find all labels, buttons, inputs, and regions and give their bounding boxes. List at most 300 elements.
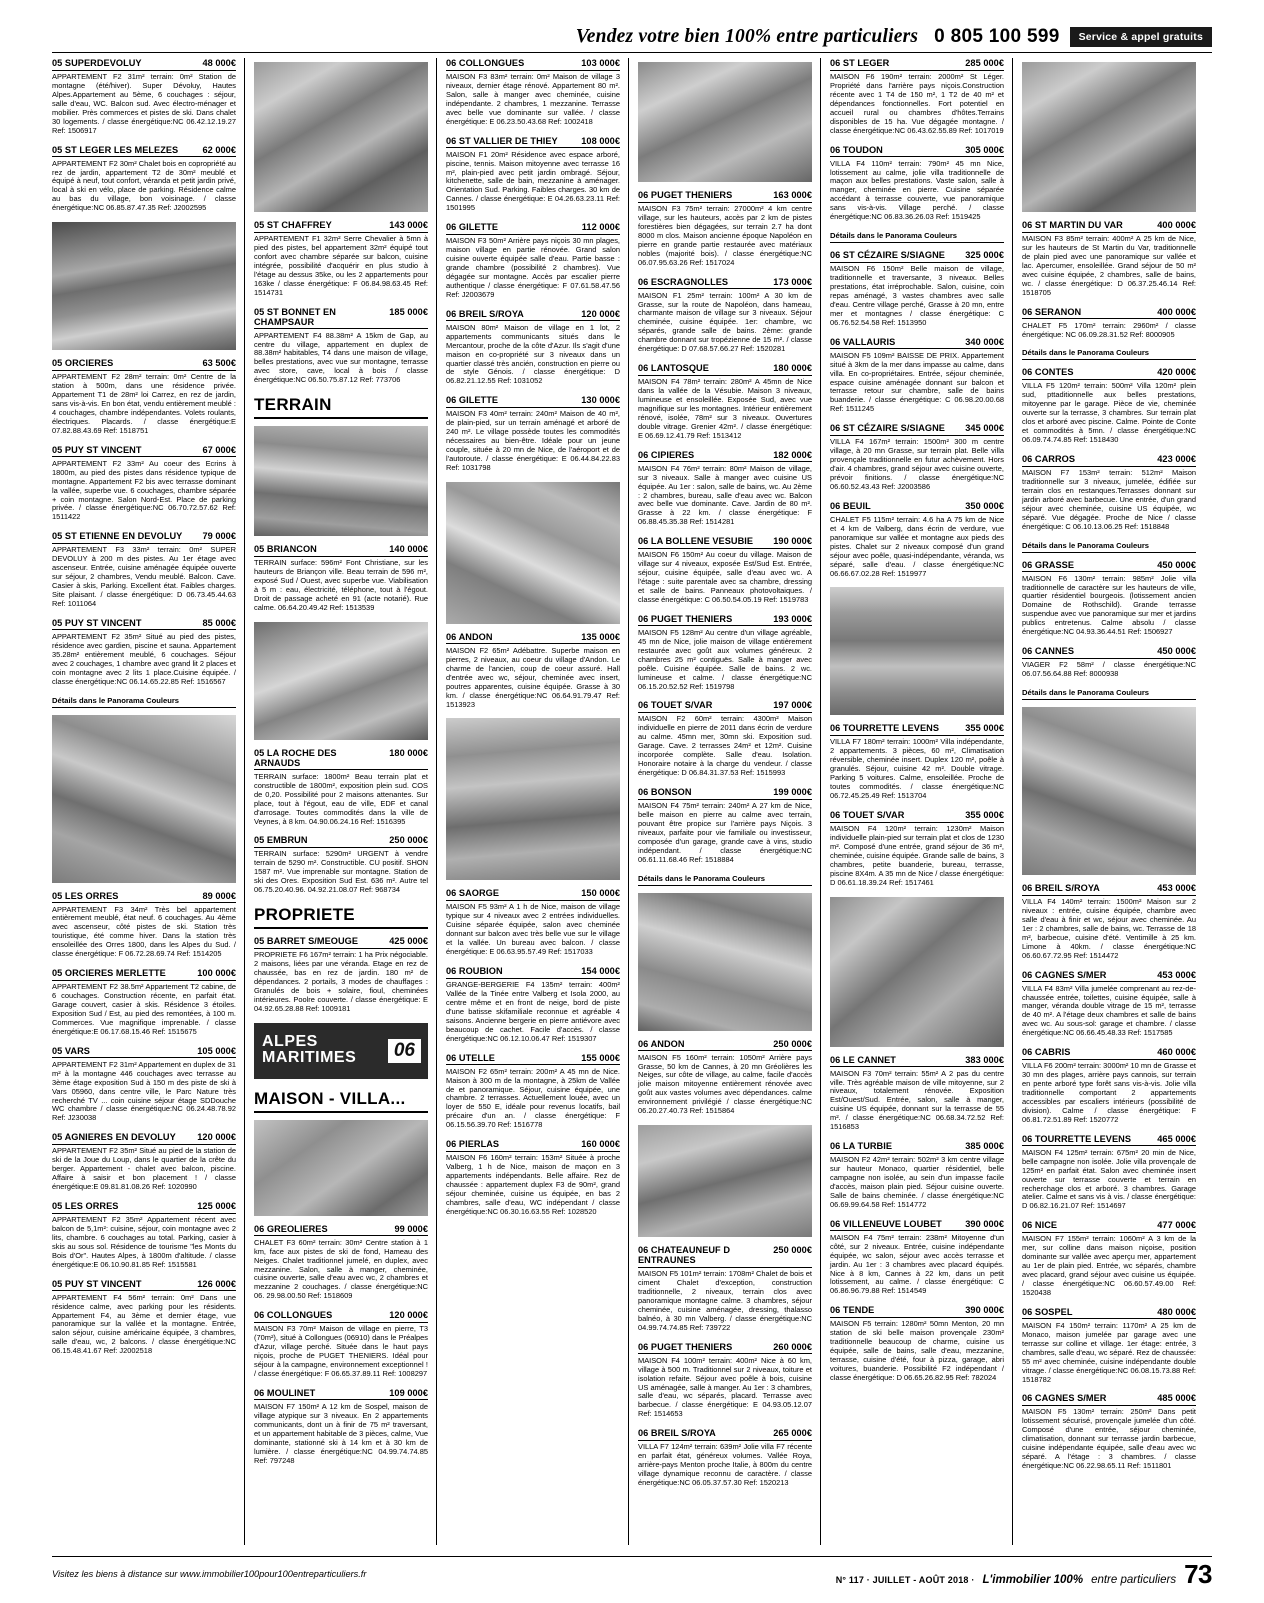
ad-price: 250 000€ [773, 1245, 812, 1256]
ad-price: 180 000€ [773, 363, 812, 374]
ad-location: 05 ST ETIENNE EN DEVOLUY [52, 531, 183, 542]
ad-header [638, 1428, 812, 1441]
header-divider [52, 52, 1212, 53]
classified-ad[interactable] [1022, 454, 1196, 532]
ad-description: MAISON F5 130m² terrain: 250m² Dans petit lotissement sécurisé, provençale jumelée d'un côté. Composé d'une entrée, séjour cheminée, climatisation, donnant sur terrasse jardin barbecue, cuisine indépendante équipée, salle d'eau avec wc séparé. A l'étage : 3 chambres. / classe énergétique:NC 06.22.98.65.11 Ref: 1511801 [1022, 1407, 1196, 1471]
ad-description: MAISON F4 75m² terrain: 238m² Mitoyenne d'un côté, sur 2 niveaux. Entrée, cuisine indépendante équipée, wc salon, séjour avec accès terrasse et jardin. Au 1er : 3 chambres avec placard équipés. Nice à 8 km, Cannes à 22 km, dans un petit lotissement, au calme. / classe énergétique: C 06.86.96.79.88 Ref: 1514549 [830, 1232, 1004, 1296]
ad-price: 390 000€ [965, 1218, 1004, 1229]
classified-ad[interactable] [638, 277, 812, 355]
ad-location: 05 BARRET S/MEOUGE [254, 936, 359, 947]
classified-ad[interactable] [254, 936, 428, 1014]
ad-description: CHALET F3 60m² terrain: 30m² Centre station à 1 km, face aux pistes de ski de fond, Hameau des Neiges. Chalet traditionnel jumelé, en duplex, avec mezzanine. Salon, salle à manger, cheminée, cuisine ouverte, salle d'eau avec wc, 2 chambres et mezzanine 2 couchages. / classe énergétique:NC 06. 29.98.00.50 Ref: 1518609 [254, 1237, 428, 1301]
ad-header [638, 277, 812, 290]
classified-ad[interactable] [446, 966, 620, 1044]
ad-description: MAISON F5 101m² terrain: 1708m² Chalet de bois et ciment Chalet d'exception, construction traditionnelle, 2 niveaux, terrain clos avec panoramique montagne calme. 3 chambres, séjour cheminée, cuisine aménagée, dressing, thalasso balnéo, à 30 mn Valberg. / classe énergétique:NC 04.99.74.74.85 Ref: 739722 [638, 1269, 812, 1332]
property-photo [830, 587, 1004, 715]
classified-ad[interactable] [1022, 646, 1196, 679]
masthead-title: Vendez votre bien 100% entre particuliers [575, 26, 919, 47]
column-1 [52, 58, 244, 1545]
classified-ad[interactable] [1022, 883, 1196, 961]
classified-ad[interactable] [446, 1139, 620, 1217]
ad-header [446, 58, 620, 71]
ad-location: 06 LANTOSQUE [638, 363, 709, 374]
ad-header [52, 1132, 236, 1145]
classified-ad[interactable] [1022, 1393, 1196, 1471]
ad-description: TERRAIN surface: 596m² Font Christiane, sur les hauteurs de Briançon ville. Beau terrain de 596 m², exposé Sud / Ouest, avec superbe vue. Viabilisation à 5 m : eau, électricité, téléphone, tout à l'égout. Droit de passage acheté en 91 (acte notarié). Rue calme. 06.64.20.49.42 Ref: 1513539 [254, 558, 428, 612]
ad-price: 100 000€ [197, 968, 236, 979]
classified-ad[interactable] [52, 358, 236, 436]
panorama-note: Détails dans le Panorama Couleurs [1022, 348, 1196, 360]
ad-description: PROPRIETE F6 167m² terrain: 1 ha Prix négociable. 2 maisons, liées par une véranda. Etage en rez de chaussée, bas en rez de jardin. 180 m² de dépendances. 2 portails, 3 modes de chauffages : Granulés de bois + solaire, fioul, cheminées intérieures. Poolre couverte. / classe énergétique: E 04.92.65.28.88 Ref: 1009181 [254, 950, 428, 1013]
ad-location: 06 CIPIERES [638, 449, 695, 460]
ad-header [1022, 970, 1196, 983]
ad-location: 06 SERANON [1022, 306, 1082, 317]
ad-location: 05 SUPERDEVOLUY [52, 58, 142, 68]
masthead [52, 22, 1212, 52]
ad-location: 05 LES ORRES [52, 890, 119, 901]
ad-price: 112 000€ [581, 222, 620, 233]
ad-header [52, 145, 236, 158]
classified-ad[interactable] [1022, 1307, 1196, 1385]
ad-price: 460 000€ [1157, 1047, 1196, 1058]
classified-ad[interactable] [638, 1428, 812, 1488]
ad-price: 160 000€ [581, 1139, 620, 1150]
column-4 [628, 58, 820, 1545]
footer-website: Visitez les biens à distance sur www.immobilier100pour100entreparticuliers.fr [52, 1569, 367, 1579]
ad-price: 450 000€ [1157, 559, 1196, 570]
ad-header [638, 1245, 812, 1268]
ad-header [254, 748, 428, 771]
ad-price: 485 000€ [1157, 1393, 1196, 1404]
ad-location: 06 ANDON [446, 631, 493, 642]
ad-header [1022, 646, 1196, 659]
classified-ad[interactable] [1022, 367, 1196, 445]
ad-description: MAISON F3 70m² Maison de village en pierre, T3 (70m²), situé à Collongues (06910) dans le Préalpes d'Azur, village perché. Située dans le haut pays niçois, proche de PUGET THENIERS. Idéal pour séjour à la campagne, environnement exceptionnel ! / classe énergétique: F 06.65.37.89.11 Ref: 1008297 [254, 1324, 428, 1378]
ad-description: MAISON F2 65m² Adébattre. Superbe maison en pierres, 2 niveaux, au coeur du village d'Andon. Le charme de l'ancien, coup de coeur assuré. Hall d'entrée avec wc, séjour, cheminée avec insert, poutres apparentes, cuisine équipée. Grasse à 30 km. / classe énergétique:NC 06.64.91.79.47 Ref: 1513923 [446, 645, 620, 709]
ad-description: MAISON F1 25m² terrain: 100m² A 30 km de Grasse, sur la route de Napoléon, dans hameau, charmante maison de village sur 3 niveaux. Séjour cheminée, cuisine équipée. 1er: chambre, wc séparés, grande salle de bains. 2ème: grande chambre donnant sur tropézienne de 15 m². / classe énergétique: D 07.68.57.66.27 Ref: 1520281 [638, 290, 812, 354]
classified-ad[interactable] [830, 58, 1004, 136]
classified-ad[interactable] [1022, 1047, 1196, 1125]
ad-header [830, 1141, 1004, 1154]
ad-header [254, 220, 428, 233]
ad-price: 199 000€ [773, 787, 812, 797]
ad-price: 173 000€ [773, 276, 812, 287]
ad-location: 05 LA ROCHE DES ARNAUDS [254, 747, 337, 768]
ad-header [830, 1305, 1004, 1318]
ad-header [254, 936, 428, 949]
ad-location: 05 ST BONNET EN CHAMPSAUR [254, 306, 336, 327]
classified-ad[interactable] [638, 1342, 812, 1420]
classified-ad[interactable] [1022, 220, 1196, 298]
ad-description: APPARTEMENT F4 88.38m² A 15km de Gap, au centre du village, appartement en duplex de 88.38m² habitables, T4 dans une maison de village, belles prestations, avec vue sur montagne, terrasse avec store, cave, local à bois / classe énergétique:NC 06.50.75.87.12 Ref: 773706 [254, 330, 428, 385]
property-photo [638, 62, 812, 182]
ad-price: 163 000€ [773, 190, 812, 200]
classified-ad[interactable] [254, 1224, 428, 1302]
ad-description: TERRAIN surface: 1800m² Beau terrain plat et constructible de 1800m², exposition plein sud. COS de 0,20. Possibilité pour 2 maisons attenantes. Sur place, tout à l'égout, eau de ville, EDF et canal d'arrosage. Toutes commodités dans la ville de Veynes, à 8 km. 04.90.06.24.16 Ref: 1516395 [254, 771, 428, 826]
classified-ad[interactable] [638, 450, 812, 528]
classified-ad[interactable] [52, 1132, 236, 1192]
ad-price: 423 000€ [1157, 454, 1196, 464]
ad-price: 63 500€ [202, 358, 236, 369]
ad-header [254, 307, 428, 330]
classified-ad[interactable] [52, 58, 236, 136]
ad-location: 06 LE CANNET [830, 1054, 896, 1065]
ad-header [830, 1219, 1004, 1232]
ad-description: MAISON F5 128m² Au centre d'un village agréable, 45 mn de Nice, jolie maison de village entièrement restaurée avec goût aux volumes généreux. 2 chambres 25 m² contiguës. Salle à manger avec poêle. Cuisine équipée. Salle de bains. 2 wc. lumineuse et calme. / classe énergétique:NC 06.15.20.52.52 Ref: 1519798 [638, 627, 812, 691]
ad-description: VIAGER F2 58m² / classe énergétique:NC 06.07.56.64.88 Ref: 8000938 [1022, 660, 1196, 679]
ad-price: 154 000€ [581, 966, 620, 977]
free-service-badge: Service & appel gratuits [1070, 27, 1212, 47]
classified-ad[interactable] [254, 748, 428, 827]
classified-ad[interactable] [254, 1310, 428, 1379]
ad-description: APPARTEMENT F2 35m² Situé au pied de la station de ski de la Joue du Loup, dans le quartier de la crête du berger. Appartement - chalet avec balcon, piscine. Affaire à saisir et bon placement ! / classe énergétique:E 09.81.81.08.26 Ref: 1020990 [52, 1146, 236, 1192]
ad-header [52, 1201, 236, 1214]
ad-description: GRANGE-BERGERIE F4 135m² terrain: 400m² Vallée de la Tinée entre Valberg et Isola 2000, au centre même et en front de neige, bord de piste d'une batisse skifamiliale reconnue et agréable 4 saisons. Ancienne bergerie en pierre antiévore avec beaucoup de cachet. Facile d'accès. / classe énergétique:NC 06.12.10.06.47 Ref: 1519307 [446, 980, 620, 1043]
ad-header [446, 136, 620, 149]
classified-ad[interactable] [52, 1279, 236, 1357]
classified-ad[interactable] [830, 1141, 1004, 1210]
ad-description: MAISON F6 150m² Au coeur du village. Maison de village sur 4 niveaux, exposée Est/Sud Est. Entrée, séjour, cuisine équipée, salle d'eau avec wc. A l'étage : suite parentale avec sa chambre, dressing et salle de bains. Panneaux photovoltaiques. / classe énergétique: C 06.50.54.05.19 Ref: 1519783 [638, 550, 812, 604]
ad-price: 79 000€ [202, 531, 236, 542]
ad-location: 06 GRASSE [1022, 559, 1075, 570]
classified-ad[interactable] [52, 1046, 236, 1124]
ad-price: 345 000€ [965, 423, 1004, 434]
ad-location: 06 TOUDON [830, 144, 883, 155]
classified-ad[interactable] [446, 222, 620, 300]
ad-price: 453 000€ [1157, 883, 1196, 893]
ad-price: 385 000€ [965, 1141, 1004, 1152]
ad-location: 06 CHATEAUNEUF D ENTRAUNES [638, 1245, 731, 1266]
ad-location: 06 LA TURBIE [830, 1141, 893, 1152]
ad-location: 06 BREIL S/ROYA [638, 1428, 716, 1439]
classified-ad[interactable] [1022, 970, 1196, 1039]
classified-ad[interactable] [830, 1219, 1004, 1297]
ad-price: 103 000€ [581, 58, 620, 68]
classified-ad[interactable] [638, 363, 812, 441]
footer-brand-sub: entre particuliers [1091, 1573, 1177, 1586]
ad-description: VILLA F5 120m² terrain: 500m² Villa 120m² plein sud, pttaditionnelle aux belles prestations, mitoyenne par le garage. Pièce de vie, cheminée ouverte sur la terrasse, 3 chambres. Sur terrain plat clos et arboré avec piscine. Calme. Pointe de Conte et commodités à 5mn. / classe énergétique:NC 06.09.74.74.85 Ref: 1518430 [1022, 381, 1196, 445]
ad-header [638, 614, 812, 627]
ad-description: MAISON F7 153m² terrain: 512m² Maison traditionnelle sur 3 niveaux, jumelée, édifiée sur terrain clos en restanques.Terrasses donnant sur jardin arboré avec barbecue. Une entrée, d'un grand séjour avec cheminée, cuisine US équipée, wc séparé. Vue dégagée. Proche de Nice / classe énergétique: C 06.10.13.06.25 Ref: 1518848 [1022, 468, 1196, 531]
ad-location: 06 ST CÉZAIRE S/SIAGNE [830, 250, 945, 261]
ad-description: MAISON F3 70m² terrain: 55m² A 2 pas du centre ville. Très agréable maison de ville mitoyenne, sur 2 niveaux, totalement rénovée. Exposition Est/Ouest/Sud. Entrée, salon, salle à manger, cuisine US équipée, donnant sur la terrasse de 55 m². / classe énergétique:NC 06.68.34.72.52 Ref: 1516853 [830, 1068, 1004, 1132]
classified-ad[interactable] [830, 1055, 1004, 1133]
ad-header [638, 1039, 812, 1052]
ad-location: 06 CONTES [1022, 367, 1074, 378]
ad-header [52, 58, 236, 71]
classified-ad[interactable] [52, 891, 236, 960]
ad-location: 05 AGNIERES EN DEVOLUY [52, 1132, 176, 1143]
ad-location: 06 CAGNES S/MER [1022, 1393, 1107, 1404]
ad-header [638, 450, 812, 463]
ad-description: MAISON F5 109m² BAISSE DE PRIX. Appartement situé à 3km de la mer dans impasse au calme, dans villa. En co-propriétaires. Entrée, séjour cheminée, espace cuisine aménagée donnant sur balcon et terrasse retour sur chambre, salle de bains buanderie. / classe énergétique: C 06.98.20.00.68 Ref: 1511245 [830, 350, 1004, 414]
ad-description: MAISON F5 terrain: 1280m² 50mn Menton, 20 mn station de ski belle maison provençale 230m² traditionnelle beaucoup de charme, cuisine us équipée, salle de bains, salle d'eau, mezzanine, terrasse, cuisine d'été, four à pizza, garage, abri voitures, buanderie. Possibilité F2 indépendant / classe énergétique: D 06.65.26.82.95 Ref: 782024 [830, 1319, 1004, 1382]
ad-price: 325 000€ [965, 250, 1004, 261]
ad-description: MAISON 80m² Maison de village en 1 lot, 2 appartements communicants situés dans le Mercantour, proche de la côte d'Azur. Ils s'agit d'une maison en co-propriété sur 3 niveaux dans un quartier classé très ancién, construction en pierre ou de style Génois. / classe énergétique: D 06.82.21.12.55 Ref: 1031052 [446, 322, 620, 386]
ad-header [52, 1279, 236, 1292]
section-heading: PROPRIETE [254, 905, 428, 929]
classified-ad[interactable] [830, 250, 1004, 328]
ad-location: 06 MOULINET [254, 1387, 316, 1398]
ad-price: 250 000€ [773, 1038, 812, 1049]
ad-header [1022, 307, 1196, 320]
classified-ad[interactable] [830, 501, 1004, 579]
ad-header [830, 58, 1004, 71]
ad-price: 120 000€ [197, 1132, 236, 1143]
ad-location: 05 ST CHAFFREY [254, 220, 332, 230]
ad-location: 06 SAORGE [446, 888, 500, 899]
classified-ad[interactable] [830, 337, 1004, 415]
property-photo [446, 718, 620, 880]
classified-ad[interactable] [254, 544, 428, 613]
ad-header [830, 145, 1004, 158]
ad-description: APPARTEMENT F1 32m² Serre Chevalier à 5mn à pied des pistes, bel appartement 32m² équipé tout confort avec chambre séparée sur balcon, cuisine intégrée, possibilité d'acquérir en plus studio à l'étage au dessus 35ke, ou les 2 appartements pour 163ke / classe énergétique: F 06.84.98.63.45 Ref: 1514731 [254, 234, 428, 297]
ad-price: 420 000€ [1157, 367, 1196, 378]
ad-description: MAISON F3 85m² terrain: 400m² A 25 km de Nice, sur les hauteurs de St Martin du Var, traditionnelle de plain pied avec une panoramique sur vallée et lac. Apercumer, ensoleillée. Grand séjour de 50 m² avec cuisine équipée, 2 chambres, salle de bains, wc. / classe énergétique: D 06.37.25.46.14 Ref: 1518705 [1022, 234, 1196, 297]
ad-description: CHALET F5 115m² terrain: 4.6 ha A 75 km de Nice et 4 km de Valberg, dans écrin de verdure, vue panoramique sur vallée et montagne aux pieds des pistes. Chalet sur 2 niveaux composé d'un grand séjour avec poêle, quasi-indépendante, véranda, ws séparé, salle d'eau. / classe énergétique:NC 06.66.67.02.28 Ref: 1519977 [830, 514, 1004, 578]
ad-description: MAISON F4 125m² terrain: 675m² 20 min de Nice, belle campagne non isolée. Jolie villa provençale de 125m² en parfait état. Salon avec cheminée insert ouverte sur terrasse couverte et terrain en recherchage clos et arboré. 3 chambres. Garage atelier. Calme et sans vis à vis. / classe énergétique: D 06.82.16.21.07 Ref: 1514697 [1022, 1147, 1196, 1211]
classified-ad[interactable] [446, 58, 620, 127]
ad-header [1022, 560, 1196, 573]
ad-price: 120 000€ [389, 1310, 428, 1321]
ad-location: 06 PUGET THENIERS [638, 613, 733, 624]
column-5 [820, 58, 1012, 1545]
classified-ad[interactable] [52, 145, 236, 214]
ad-description: MAISON F6 190m² terrain: 2000m² St Léger. Propriété dans l'arrière pays niçois.Construction récente avec 1 T4 de 150 m², 1 T2 de 40 m² et dépendances fonctionnelles. Fort potentiel en accueil rural ou chambres d'hôtes.Terrains disponibles de 15 ha. Vue dégagée montagne. / classe énergétique:NC 06.43.62.55.89 Ref: 1017019 [830, 72, 1004, 135]
ad-location: 06 COLLONGUES [446, 58, 525, 68]
ad-header [52, 445, 236, 458]
property-photo [1022, 707, 1196, 875]
ad-price: 99 000€ [394, 1223, 428, 1234]
ad-description: MAISON F3 75m² terrain: 27000m² 4 km centre village, sur les hauteurs, accès par 2 km de pistes forestières bien dégagées, sur terrain 2.7 ha dont 8000 m clos. Maison ancienne époque Napoléon en pierre en grande partie restaurée avec matériaux nobles (majorité bois). / classe énergétique:NC 06.07.95.63.26 Ref: 1517024 [638, 204, 812, 267]
ad-price: 155 000€ [581, 1052, 620, 1063]
ad-header [830, 723, 1004, 736]
ad-location: 06 TOUET S/VAR [830, 810, 905, 820]
ad-header [1022, 1393, 1196, 1406]
ad-location: 06 ST VALLIER DE THIEY [446, 135, 558, 146]
classified-ad[interactable] [254, 835, 428, 895]
ad-price: 135 000€ [581, 631, 620, 642]
ad-header [446, 632, 620, 645]
ad-location: 06 PUGET THENIERS [638, 190, 733, 200]
ad-location: 05 VARS [52, 1045, 90, 1056]
classified-ad[interactable] [830, 810, 1004, 888]
ad-price: 250 000€ [389, 835, 428, 846]
ad-header [446, 888, 620, 901]
ad-price: 190 000€ [773, 536, 812, 547]
ad-price: 108 000€ [581, 135, 620, 146]
ad-price: 89 000€ [202, 890, 236, 901]
property-photo [52, 715, 236, 883]
ad-location: 05 ORCIERES [52, 358, 114, 369]
panorama-note: Détails dans le Panorama Couleurs [638, 874, 812, 886]
classified-ad[interactable] [52, 1201, 236, 1270]
classified-ad[interactable] [638, 700, 812, 778]
ad-header [830, 501, 1004, 514]
classified-ad[interactable] [1022, 1220, 1196, 1298]
ad-header [1022, 220, 1196, 233]
ad-header [446, 222, 620, 235]
property-photo [1022, 62, 1196, 212]
ad-header [638, 787, 812, 800]
footer-divider [52, 1556, 1212, 1557]
classified-ad[interactable] [1022, 1134, 1196, 1212]
ad-price: 400 000€ [1157, 306, 1196, 317]
footer-brand: L'immobilier 100% [982, 1573, 1084, 1586]
ad-location: 05 ORCIERES MERLETTE [52, 968, 166, 979]
ad-price: 390 000€ [965, 1305, 1004, 1316]
ad-description: VILLA F7 124m² terrain: 639m² Jolie villa F7 récente en parfait état, généreux volumes. Vallée Roya, arrière-pays Menton proche Italie, à 800m du centre village dynamique reconnu de caractère. / classe énergétique:NC 06.05.37.57.30 Ref: 1520213 [638, 1442, 812, 1487]
ad-price: 180 000€ [389, 747, 428, 758]
ad-price: 453 000€ [1157, 969, 1196, 980]
classified-ad[interactable] [446, 632, 620, 710]
ad-price: 125 000€ [197, 1201, 236, 1211]
ad-description: APPARTEMENT F2 31m² terrain: 0m² Station de montagne (été/hiver). Super Dévoluy, Hautes Alpes.Appartement au 5ème, 6 couchages : séjour, salle d'eau, WC. Balcon sud. Avec électro-ménager et mobilier. Près commerces et pistes de ski. Dans chalet 30 logements. / classe énergétique:NC 06.42.12.19.27 Ref: 1506917 [52, 72, 236, 135]
classified-ad[interactable] [446, 309, 620, 387]
ad-location: 06 ROUBION [446, 966, 503, 977]
alpes-maritimes-logo [254, 1023, 428, 1079]
classified-ad[interactable] [638, 190, 812, 268]
ad-price: 120 000€ [581, 308, 620, 319]
ad-price: 105 000€ [197, 1045, 236, 1056]
ad-location: 06 PUGET THENIERS [638, 1341, 733, 1352]
ad-price: 193 000€ [773, 613, 812, 624]
ad-description: APPARTEMENT F2 35m² Situé au pied des pistes, résidence avec gardien, piscine et sauna. Appartement 35.28m² entièrement meublé, 6 couchages. Séjour avec 2 couchages, 1 chambre avec grand lit 2 places et coin montagne avec 2 lits 1 place.Cuisine équipée. / classe énergétique:NC 06.14.65.22.85 Ref: 1516567 [52, 631, 236, 686]
ad-description: MAISON F7 155m² terrain: 1060m² A 3 km de la mer, sur colline dans maison niçoise, position dominante sur vallée avec aperçu mer, appartement au 1er de plain pied. Entrée, wc séparés, chambre avec placard, grand séjour avec cuisine us équipée. / classe énergétique:NC 06.60.57.49.00 Ref: 1520438 [1022, 1234, 1196, 1297]
classified-ad[interactable] [638, 1245, 812, 1333]
ad-description: APPARTEMENT F2 38.5m² Appartement T2 cabine, de 6 couchages. Construction récente, en parfait état. Garage couvert, casier à skis. Résidence 3 étoiles. Exposition Sud / Est, au pied des remontées, à 100 m. Commerces. Vue magnifique imprenable. / classe énergétique:E 06.17.68.15.46 Ref: 1515675 [52, 982, 236, 1036]
classified-ad[interactable] [254, 220, 428, 298]
ad-location: 06 UTELLE [446, 1052, 495, 1063]
classified-ad[interactable] [638, 536, 812, 605]
ad-description: APPARTEMENT F3 34m² Très bel appartement entièrement meublé, état neuf. 6 couchages. Au 4ème avec ascenseur, côté pistes de ski. Station très touristique, été comme hiver. Dans la station très ensoleillée des Orres 1800, dans les Alpes du Sud. / classe énergétique: F 06.72.28.69.74 Ref: 1514205 [52, 904, 236, 959]
ad-location: 06 ESCRAGNOLLES [638, 276, 729, 287]
ad-description: TERRAIN surface: 5290m² URGENT à vendre terrain de 5290 m². Constructible. CU positif. SHON 1587 m². Vue imprenable sur montagne. Station de ski des Ores. Exposition Sud Est. 636 m². Autre tel 06.75.20.40.96. 04.92.21.08.07 Ref: 968734 [254, 849, 428, 895]
classified-ad[interactable] [830, 723, 1004, 801]
ad-location: 06 CAGNES S/MER [1022, 969, 1107, 980]
ad-price: 350 000€ [965, 500, 1004, 511]
classified-ad[interactable] [446, 395, 620, 473]
ad-location: 06 COLLONGUES [254, 1310, 333, 1321]
ad-location: 06 TOUET S/VAR [638, 700, 713, 711]
ad-description: MAISON F6 150m² Belle maison de village, traditionnelle et traversante, 3 niveaux. Belles prestations, état irréprochable. Salon, cuisine, coin repas aménagé, 3 vastes chambres avec salle d'eau. Centre village perché, Grasse à 20 mn, entre mer et montagnes / classe énergétique: C 06.76.52.54.58 Ref: 1513950 [830, 264, 1004, 327]
classified-ad[interactable] [52, 445, 236, 523]
ad-header [1022, 1134, 1196, 1147]
logo-line-1: ALPES [262, 1033, 318, 1051]
ad-price: 265 000€ [773, 1428, 812, 1439]
ad-description: MAISON F5 93m² A 1 h de Nice, maison de village typique sur 4 niveaux avec 2 entrées individuelles. Cuisine séparée équipée, salon avec cheminée donnant sur balcon avec très belle vue sur le village et la vallée. Un bureau avec balcon. / classe énergétique: E 06.63.95.57.49 Ref: 1517033 [446, 902, 620, 957]
ad-description: MAISON F4 150m² terrain: 1170m² A 25 km de Monaco, maison jumelée par garage avec une terrasse sur colline et village. 1er étage: entrée, 3 chambres, salle d'eau, wc séparé. Rez de chaussée: 55 m² avec cheminée, cuisine indépendante double vitrage. / classe énergétique:NC 06.08.15.73.88 Ref: 1518782 [1022, 1320, 1196, 1384]
ad-location: 06 CANNES [1022, 646, 1075, 657]
ad-header [254, 1388, 428, 1401]
property-photo [254, 622, 428, 740]
classified-ad[interactable] [52, 618, 236, 687]
ad-header [446, 966, 620, 979]
ad-price: 48 000€ [202, 58, 236, 68]
ad-location: 06 GILETTE [446, 395, 499, 406]
ad-price: 477 000€ [1157, 1220, 1196, 1231]
classified-ad[interactable] [254, 307, 428, 386]
classified-ad[interactable] [254, 1388, 428, 1466]
contact-phone: 0 805 100 599 [934, 26, 1060, 47]
column-6 [1012, 58, 1204, 1545]
ad-header [52, 968, 236, 981]
ad-description: MAISON F3 40m² terrain: 240m² Maison de 40 m², de plain-pied, sur un terrain aménagé et arboré de 240 m². Le village possède toutes les commodités nécessaires au bien-être. Idéale pour un jeune couple, située à 20 mn de Nice, de l'aéroport et de l'autoroute. / classe énergétique: E 06.44.84.22.83 Ref: 1031798 [446, 409, 620, 472]
ad-location: 06 NICE [1022, 1220, 1058, 1231]
ad-header [52, 531, 236, 544]
ad-header [52, 358, 236, 371]
ad-location: 05 LES ORRES [52, 1201, 119, 1211]
ad-location: 06 TOURRETTE LEVENS [830, 723, 940, 734]
ad-header [830, 423, 1004, 436]
ad-description: APPARTEMENT F2 35m² Appartement récent avec balcon de 5,1m²: cuisine, séjour, coin montagne avec 2 lits, chambre. 6 couchages au total. Parking, casier à skis au sous sol. Résidence de tourisme "les Monts du Bois d'Or". Hautes Alpes, à 1800m d'altitude. / classe énergétique:E 06.10.90.81.85 Ref: 1515581 [52, 1215, 236, 1269]
classified-ad[interactable] [446, 888, 620, 957]
classified-ad[interactable] [446, 136, 620, 214]
ad-price: 197 000€ [773, 700, 812, 711]
ad-price: 383 000€ [965, 1054, 1004, 1065]
classified-ad[interactable] [638, 787, 812, 865]
section-heading: TERRAIN [254, 395, 428, 419]
ad-price: 400 000€ [1157, 220, 1196, 230]
logo-department-number: 06 [388, 1039, 421, 1063]
ad-location: 06 BEUIL [830, 500, 871, 511]
ad-description: MAISON F4 76m² terrain: 80m² Maison de village, sur 3 niveaux. Salle à manger avec cuisine US équipée. Au 1er : salon, salle de bains, wc. Au 2ème : 2 chambres, bureau, salle d'eau avec wc. Balcon avec belle vue dominante. Cave. Jardin de 80 m². Grasse à 22 km. / classe énergétique: F 06.88.45.35.38 Ref: 1514281 [638, 463, 812, 527]
ad-description: MAISON F2 60m² terrain: 4300m² Maison individuelle en pierre de 2011 dans écrin de verdure au calme. 45mn mer, 30mn ski. Exposition sud. Garage. Cave. 2 terrasses 24m² et 12m². Cuisine incorporée complète. Salle d'eau. Isolation. Honoraire notaire à la charge du vendeur. / classe énergétique: D 06.84.31.37.53 Ref: 1515993 [638, 714, 812, 778]
ad-description: VILLA F4 83m² Villa jumelée comprenant au rez-de-chaussée entrée, toilettes, cuisine équipée, salle à manger, véranda double vitrage de 15 m², terrasse de 40 m². A l'étage deux chambres et salle de bains avec wc. Au sous-sol: garage et chambre. / classe énergétique:NC 06.66.45.48.33 Ref: 1517585 [1022, 983, 1196, 1038]
ad-location: 06 BONSON [638, 787, 692, 797]
ad-header [254, 1310, 428, 1323]
ad-location: 06 SOSPEL [1022, 1306, 1073, 1317]
ad-price: 285 000€ [965, 58, 1004, 68]
ad-location: 05 ST LEGER LES MELEZES [52, 144, 179, 155]
ad-location: 06 GILETTE [446, 222, 499, 233]
classified-ad[interactable] [52, 531, 236, 609]
property-photo [254, 62, 428, 212]
classified-ad[interactable] [830, 423, 1004, 492]
column-2 [244, 58, 436, 1545]
ad-header [638, 536, 812, 549]
ad-description: APPARTEMENT F2 28m² terrain: 0m² Centre de la station à 500m, dans une résidence privée. Appartement T1 de 28m² loi Carrez, en rez de jardin, sans vis-à-vis. En bon état, vendu entièrement meublé : 4 couchages, chambre indépendantes. Volets roulants, électriques. Placards. / classe énergétique:E 07.82.88.43.69 Ref: 1518751 [52, 372, 236, 435]
ad-description: APPARTEMENT F2 31m² Appartement en duplex de 31 m² à la montagne 446 couchages avec terrasse au 3ème étage exposition Sud à 150 m des piste de ski à Vars 05960, dans centre ville, le Parc Nature très recherché TV ... coin cuisine séjour étage SDDouche WC chambre / classe énergétique:NC 06.24.48.78.92 Ref: J230038 [52, 1059, 236, 1123]
ad-description: MAISON F6 130m² terrain: 985m² Jolie villa traditionnelle de caractère sur les hauteurs de ville, quartier résidentiel bourgeois. (lotissement ancien Domaine de Rothschild). Grande terrasse suspendue avec vue panoramique sur mer et jardins publics entretenus. Calme absolu / classe énergétique:NC 04.93.36.44.51 Ref: 1506927 [1022, 573, 1196, 637]
ad-description: VILLA F4 167m² terrain: 1500m² 300 m centre village, à 20 mn Grasse, sur terrain plat. Belle villa provençale traditionnelle en futur achèvement. Hors d'air. 4 chambres, grand séjour avec cuisine ouverte, prévoir finitions. / classe énergétique:NC 06.60.52.43.43 Ref: J2003586 [830, 437, 1004, 491]
panorama-note: Détails dans le Panorama Couleurs [830, 231, 1004, 243]
ad-price: 355 000€ [965, 723, 1004, 734]
ad-price: 126 000€ [197, 1278, 236, 1289]
ad-location: 05 PUY ST VINCENT [52, 444, 142, 455]
ad-description: VILLA F7 180m² terrain: 1000m² Villa indépendante, 2 appartements. 3 pièces, 60 m², Climatisation réversible, cheminée insert. Duplex 120 m², poêle à granulés. Séjour, cuisine 42 m². Double vitrage. Parking 5 voitures. Calme, ensoleillée. Proche de toutes commodités. / classe énergétique:NC 06.72.45.25.49 Ref: 1513704 [830, 737, 1004, 801]
ad-header [638, 1342, 812, 1355]
ad-header [254, 835, 428, 848]
classified-ad[interactable] [446, 1053, 620, 1131]
ad-header [446, 1053, 620, 1066]
ad-description: APPARTEMENT F3 33m² terrain: 0m² SUPER DEVOLUY à 200 m des pistes. Au 1er étage avec ascenseur. Entrée, cuisine aménagée équipée ouverte sur séjour, 2 chambres, Vendu meublé. Balcon. Cave. Casier à skis, Parking. Excellent état. Faibles charges. Site plaisant. / classe énergétique: D 06.73.45.44.63 Ref: 1011064 [52, 545, 236, 608]
classified-ad[interactable] [830, 145, 1004, 223]
ad-header [1022, 883, 1196, 896]
ad-location: 06 TOURRETTE LEVENS [1022, 1133, 1132, 1144]
ad-location: 06 ST CÉZAIRE S/SIAGNE [830, 423, 945, 434]
classified-ad[interactable] [638, 1039, 812, 1117]
ad-header [254, 1224, 428, 1237]
classified-ad[interactable] [1022, 560, 1196, 638]
ad-price: 340 000€ [965, 336, 1004, 347]
panorama-note: Détails dans le Panorama Couleurs [52, 696, 236, 708]
ad-location: 05 PUY ST VINCENT [52, 1278, 142, 1289]
classified-ad[interactable] [1022, 307, 1196, 340]
classified-ad[interactable] [52, 968, 236, 1037]
classified-ad[interactable] [830, 1305, 1004, 1383]
classified-ad[interactable] [638, 614, 812, 692]
